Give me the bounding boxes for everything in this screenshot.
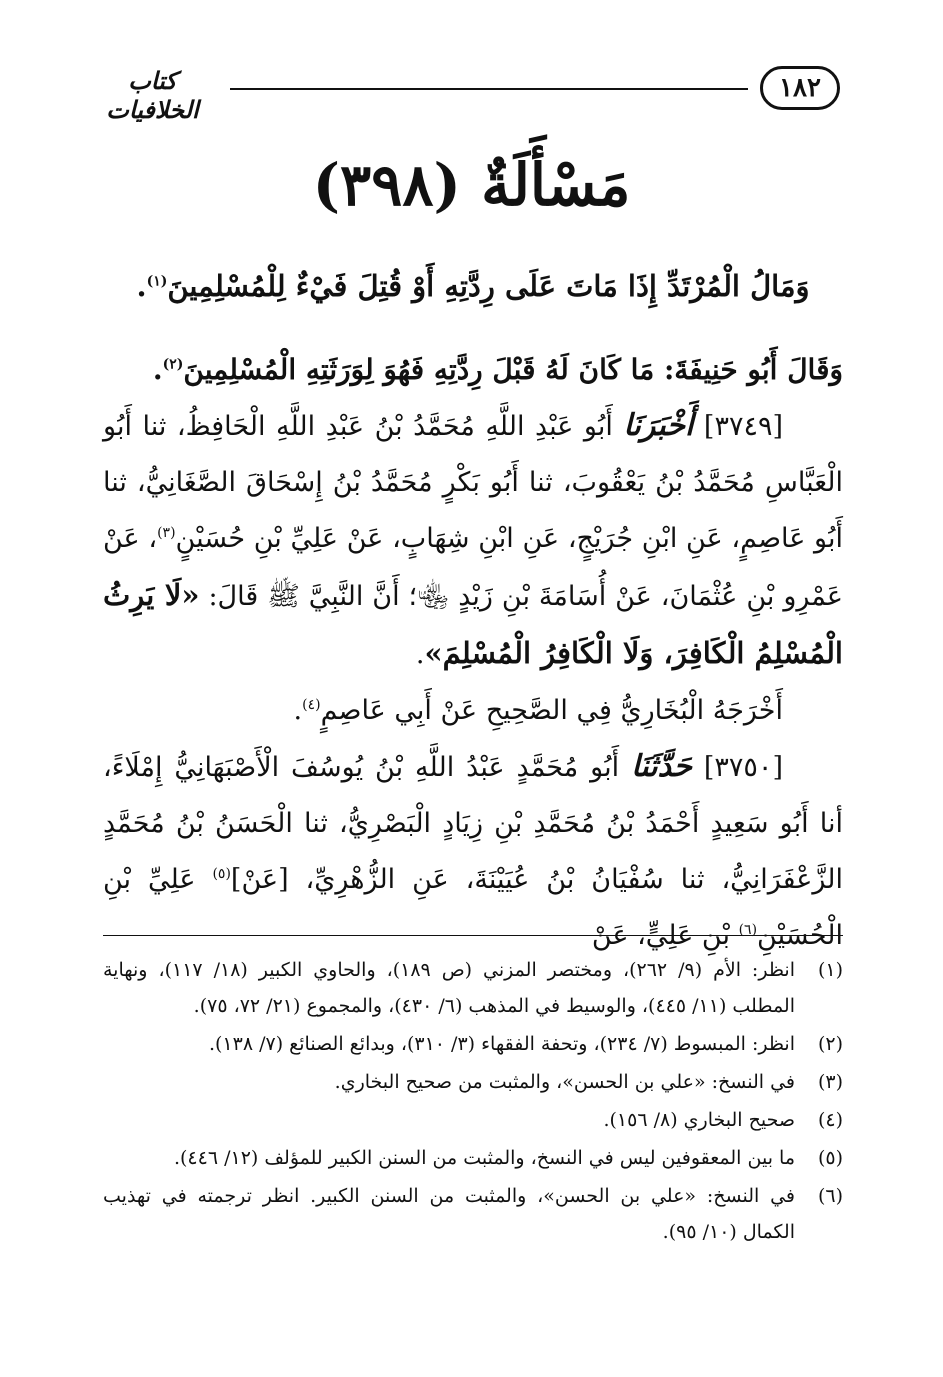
footnote	[103, 1102, 843, 1138]
footnote-number: (٢)	[817, 1033, 843, 1055]
isnad-text-cont: ، عَنْ عَمْرِو بْنِ عُثْمَانَ، عَنْ أُسَامَةَ بْنِ زَيْدٍ ﵄؛ أَنَّ النَّبِيَّ ﷺ قَالَ:	[103, 523, 843, 612]
footnote-text: انظر: الأم (٩/ ٢٦٢)، ومختصر المزني (ص ١٨٩)، والحاوي الكبير (١٨/ ١١٧)، ونهاية المطلب (١١/ ٤٤٥)، والوسيط في المذهب (٦/ ٤٣٠)، والمجموع (٢١/ ٧٢، ٧٥).	[103, 959, 795, 1017]
footnote-number: (٣)	[817, 1071, 843, 1093]
isnad-text: أَبُو مُحَمَّدٍ عَبْدُ اللَّهِ بْنُ يُوسُفَ الْأَصْبَهَانِيُّ إِمْلَاءً، أنا أَبُو سَعِيدٍ أَحْمَدُ بْنُ مُحَمَّدِ بْنِ زِيَادٍ الْبَصْرِيُّ، ثنا الْحَسَنُ بْنُ مُحَمَّدٍ الزَّعْفَرَانِيُّ، ثنا سُفْيَانُ بْنُ عُيَيْنَةَ، عَنِ الزُّهْرِيِّ، [عَنْ]	[103, 752, 843, 895]
book-title: كتاب الخلافيات	[106, 66, 199, 124]
footnote-ref: (٤)	[302, 697, 321, 713]
hanafi-opinion	[103, 342, 843, 398]
footnote	[103, 1140, 843, 1176]
page-header	[80, 58, 840, 124]
hadith-number: [٣٧٥٠]	[703, 752, 783, 783]
takhrij-text: أَخْرَجَهُ الْبُخَارِيُّ فِي الصَّحِيحِ عَنْ أَبِي عَاصِمٍ	[320, 695, 783, 726]
footnote-separator	[103, 935, 843, 936]
footnote-ref: (٢)	[162, 356, 184, 373]
isnad-text: أَبُو عَبْدِ اللَّهِ مُحَمَّدُ بْنُ عَبْدِ اللَّهِ الْحَافِظُ، ثنا أَبُو الْعَبَّاسِ مُحَمَّدُ بْنُ يَعْقُوبَ، ثنا أَبُو بَكْرٍ مُحَمَّدُ بْنُ إِسْحَاقَ الصَّغَانِيُّ، ثنا أَبُو عَاصِمٍ، عَنِ ابْنِ جُرَيْجٍ، عَنِ ابْنِ شِهَابٍ، عَنْ عَلِيِّ بْنِ حُسَيْنٍ	[103, 411, 843, 554]
hadith-3749	[103, 398, 843, 683]
footnote-ref: (٣)	[157, 525, 176, 541]
footnote-text: ما بين المعقوفين ليس في النسخ، والمثبت من السنن الكبير للمؤلف (١٢/ ٤٤٦).	[173, 1147, 795, 1169]
header-rule	[230, 88, 748, 90]
footnote-number: (٥)	[817, 1147, 843, 1169]
hadith-3750	[103, 739, 843, 964]
problem-statement	[103, 258, 843, 314]
problem-end: .	[136, 269, 147, 303]
footnotes	[103, 952, 843, 1252]
narration-verb: حَدَّثَنَا	[631, 749, 692, 784]
takhrij-end: .	[293, 695, 303, 726]
main-text	[103, 258, 843, 964]
opinion-text: وَقَالَ أَبُو حَنِيفَةَ: مَا كَانَ لَهُ قَبْلَ رِدَّتِهِ فَهُوَ لِوَرَثَتِهِ الْمُسْلِمِينَ	[183, 353, 843, 386]
problem-text: وَمَالُ الْمُرْتَدِّ إِذَا مَاتَ عَلَى رِدَّتِهِ أَوْ قُتِلَ فَيْءٌ لِلْمُسْلِمِينَ	[167, 269, 810, 303]
footnote-text: في النسخ: «علي بن الحسن»، والمثبت من السنن الكبير. انظر ترجمته في تهذيب الكمال (١٠/ ٩٥).	[103, 1185, 795, 1243]
footnote-text: انظر: المبسوط (٧/ ٢٣٤)، وتحفة الفقهاء (٣/ ٣١٠)، وبدائع الصنائع (٧/ ١٣٨).	[208, 1033, 795, 1055]
hadith-end: .	[415, 639, 425, 670]
isnad-text-end: بْنِ عَلِيٍّ، عَنْ	[591, 920, 739, 951]
footnote-text: صحيح البخاري (٨/ ١٥٦).	[603, 1109, 795, 1131]
footnote-ref: (٦)	[738, 922, 758, 938]
footnote	[103, 952, 843, 1024]
narration-verb: أَخْبَرَنَا	[623, 408, 694, 443]
footnote-ref: (١)	[146, 273, 168, 290]
matn-text: «لَا يَرِثُ الْمُسْلِمُ الْكَافِرَ، وَلَا الْكَافِرُ الْمُسْلِمَ»	[103, 578, 843, 670]
footnote	[103, 1026, 843, 1062]
footnote-number: (٦)	[817, 1185, 843, 1207]
footnote	[103, 1178, 843, 1250]
footnote-number: (١)	[817, 959, 843, 981]
footnote-text: في النسخ: «علي بن الحسن»، والمثبت من صحيح البخاري.	[334, 1071, 795, 1093]
footnote-ref: (٥)	[212, 866, 231, 882]
footnote-number: (٤)	[817, 1109, 843, 1131]
isnad-text-cont: عَلِيِّ بْنِ الْحُسَيْنِ	[103, 864, 843, 951]
footnote	[103, 1064, 843, 1100]
chapter-title: مَسْأَلَةٌ (٣٩٨)	[312, 151, 631, 219]
takhrij	[103, 683, 843, 739]
page-number: ١٨٢	[760, 66, 840, 110]
hadith-number: [٣٧٤٩]	[703, 411, 783, 442]
opinion-end: .	[152, 353, 163, 386]
